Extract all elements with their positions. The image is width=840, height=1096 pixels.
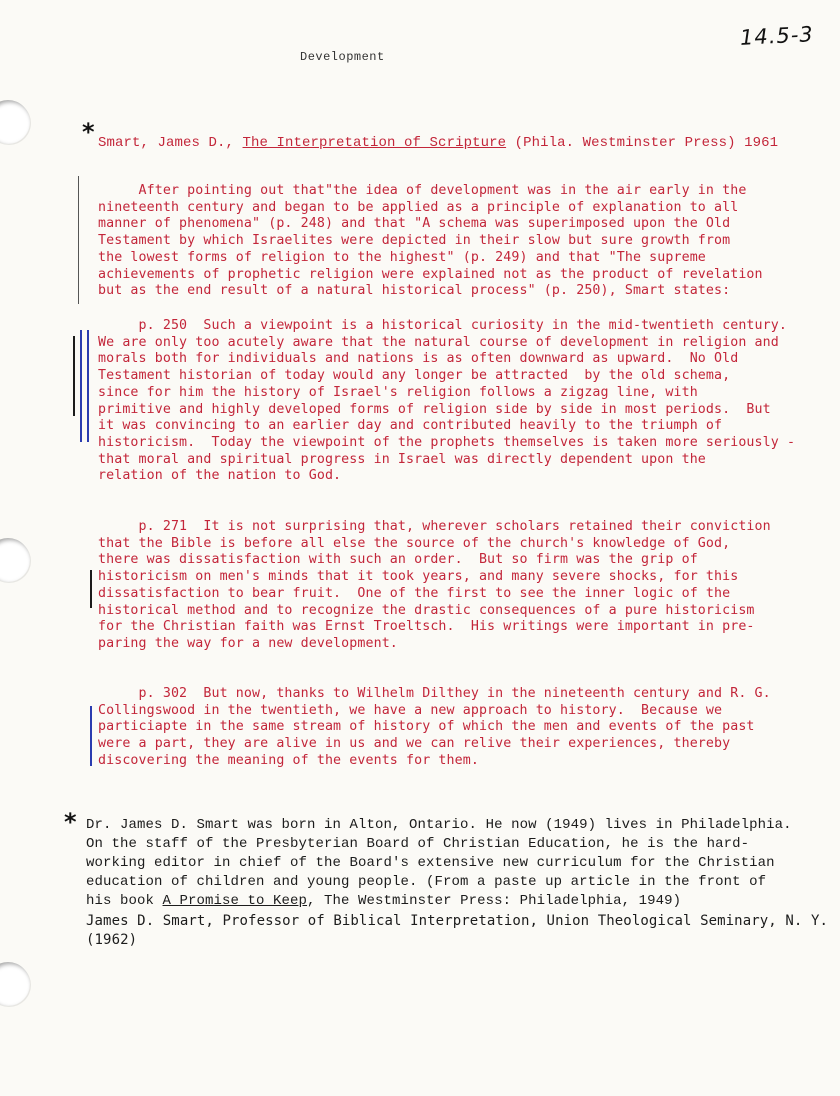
punch-hole — [0, 962, 30, 1006]
punch-hole — [0, 100, 30, 144]
bio-note — [86, 816, 792, 911]
quote-p302: p. 302 But now, thanks to Wilhelm Dilthey in the nineteenth century and R. G. Collingswood in the twentieth, we have a new approach to history. Because we particiapte in the same stream of history of which the men and events of the past were a part, they are alive in us and we can relive their experiences, thereby discovering the meaning of the events for them. — [98, 686, 771, 768]
bio-line-suffix: , The Westminster Press: Philadelphia, 1949) — [307, 893, 682, 909]
asterisk-mark-icon: * — [64, 808, 77, 836]
quote-p271: p. 271 It is not surprising that, wherever scholars retained their conviction that the Bible is before all else the source of the church's knowledge of God, there was dissatisfaction with such an order. But so firm was the grip of historicism on men's minds that it took years, and many severe shocks, for this dissatisfaction to bear fruit. One of the first to see the inner logic of the historical method and to recognize the drastic consequences of a pure historicism for the Christian faith was Ernst Troeltsch. His writings were important in pre- paring the way for a new development. — [98, 519, 771, 651]
citation — [98, 135, 778, 152]
intro-paragraph: After pointing out that"the idea of development was in the air early in the nineteenth century and began to be applied as a principle of explanation to all manner of phenomena" (p. 248) and that "A schema was superimposed upon the Old Testament by which Israelites were depicted in their slow but sure growth from the lowest forms of religion to the highest" (p. 249) and that "The supreme achievements of prophetic religion were explained not as the product of revelation but as the end result of a natural historical process" (p. 250), Smart states: — [98, 183, 763, 299]
book-title: A Promise to Keep — [162, 893, 308, 909]
bio-line: Dr. James D. Smart was born in Alton, Ontario. He now (1949) lives in Philadelphia. — [86, 817, 792, 833]
citation-publication: (Phila. Westminster Press) 1961 — [506, 135, 779, 151]
margin-ink-line — [73, 336, 75, 416]
citation-author: Smart, James D., — [98, 135, 243, 151]
margin-blue-line — [87, 330, 89, 442]
margin-blue-line — [80, 330, 82, 442]
margin-ink-line — [90, 570, 92, 608]
margin-blue-line — [90, 706, 92, 766]
page-number: 14.5-3 — [739, 22, 815, 50]
citation-title: The Interpretation of Scripture — [242, 135, 507, 151]
bio-professor-note: James D. Smart, Professor of Biblical Interpretation, Union Theological Seminary, N. Y. (1962) — [86, 913, 828, 948]
asterisk-mark-icon: * — [82, 118, 95, 146]
punch-hole — [0, 538, 30, 582]
bio-line-prefix: his book — [86, 893, 163, 909]
quote-p250: p. 250 Such a viewpoint is a historical curiosity in the mid-twentieth century. We are only too acutely aware that the natural course of development in religion and morals both for individuals and nations is as often downward as upward. No Old Testament historian of today would any longer be attracted by the old schema, since for him the history of Israel's religion follows a zigzag line, with primitive and highly developed forms of religion side by side in most periods. But it was convincing to an earlier day and contributed heavily to the triumph of historicism. Today the viewpoint of the prophets themselves is taken more seriously - that moral and spiritual progress in Israel was directly dependent upon the relation of the nation to God. — [98, 318, 796, 484]
bio-line: On the staff of the Presbyterian Board of Christian Education, he is the hard- — [86, 836, 750, 852]
bio-line: education of children and young people. (From a paste up article in the front of — [86, 874, 767, 890]
bio-line: working editor in chief of the Board's extensive new curriculum for the Christian — [86, 855, 775, 871]
page-header-title: Development — [300, 50, 385, 64]
margin-pencil-line — [78, 176, 79, 304]
